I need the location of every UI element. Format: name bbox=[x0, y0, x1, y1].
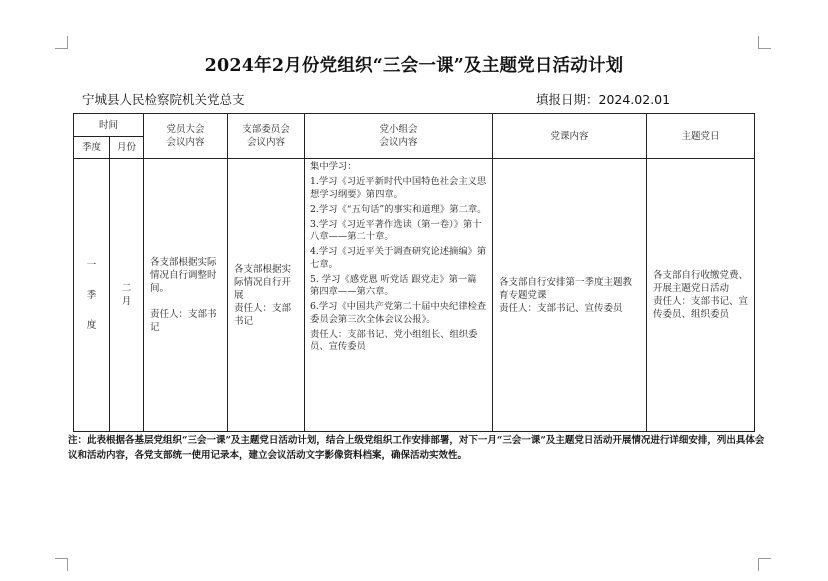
branch-committee-content: 各支部根据实际情况自行开展 责任人：支部书记 bbox=[228, 159, 305, 432]
month-cell: 二 月 bbox=[110, 159, 144, 432]
group-meeting-content bbox=[305, 159, 493, 432]
list-item: 集中学习： bbox=[310, 161, 357, 172]
theme-day-content: 各支部自行收缴党费、开展主题党日活动 责任人：支部书记、宣传委员、组织委员 bbox=[647, 159, 755, 432]
crop-mark-bottom-left bbox=[55, 558, 68, 571]
footnote: 注：此表根据各基层党组织“三会一课”及主题党日活动计划，结合上级党组织工作安排部署，对下一月“三会一课”及主题党日活动开展情况进行详细安排，列出具体会议和活动内容，各党支部统一使用记录本，建立会议活动文字影像资料档案，确保活动实效性。 bbox=[68, 435, 765, 461]
crop-mark-top-right bbox=[758, 36, 771, 49]
organization-name: 宁城县人民检察院机关党总支 bbox=[82, 92, 245, 107]
list-item: 责任人：支部书记、党小组组长、组织委员、宣传委员 bbox=[310, 328, 478, 352]
fill-date: 填报日期：2024.02.01 bbox=[536, 92, 671, 107]
header-month: 月份 bbox=[110, 137, 144, 159]
header-members-meeting: 党员大会 会议内容 bbox=[144, 114, 228, 159]
members-meeting-content: 各支部根据实际情况自行调整时间。 责任人：支部书记 bbox=[144, 159, 228, 432]
season-cell bbox=[74, 159, 110, 432]
header-theme-day: 主题党日 bbox=[647, 114, 755, 159]
header-row-1 bbox=[74, 114, 755, 137]
list-item: 1.学习《习近平新时代中国特色社会主义思想学习纲要》第四章。 bbox=[310, 176, 487, 200]
table-row bbox=[74, 159, 755, 432]
header-party-lecture: 党课内容 bbox=[493, 114, 647, 159]
document-title: 2024年2月份党组织“三会一课”及主题党日活动计划 bbox=[204, 56, 624, 76]
party-lecture-content: 各支部自行安排第一季度主题教育专题党课 责任人：支部书记、宣传委员 bbox=[493, 159, 647, 432]
list-item: 2.学习《“五句话”的事实和道理》第二章。 bbox=[310, 203, 487, 215]
list-item: 5. 学习《感党恩 听党话 跟党走》第一篇 第四章——第六章。 bbox=[310, 273, 477, 297]
crop-mark-bottom-right bbox=[758, 558, 771, 571]
list-item: 6.学习《中国共产党第二十届中央纪律检查委员会第三次全体会议公报》。 bbox=[310, 301, 487, 325]
header-time: 时间 bbox=[74, 114, 144, 137]
season-char-1: 一 bbox=[86, 259, 97, 271]
list-item: 4.学习《习近平关于调查研究论述摘编》第七章。 bbox=[310, 246, 487, 270]
header-season: 季度 bbox=[74, 137, 110, 159]
list-item: 3.学习《习近平著作选读（第一卷）》第十八章——第二十章。 bbox=[310, 218, 482, 242]
header-branch-committee: 支部委员会 会议内容 bbox=[228, 114, 305, 159]
plan-table bbox=[73, 113, 755, 432]
season-char-3: 度 bbox=[86, 319, 97, 331]
header-group-meeting: 党小组会 会议内容 bbox=[305, 114, 493, 159]
season-char-2: 季 bbox=[86, 289, 97, 301]
crop-mark-top-left bbox=[55, 36, 68, 49]
